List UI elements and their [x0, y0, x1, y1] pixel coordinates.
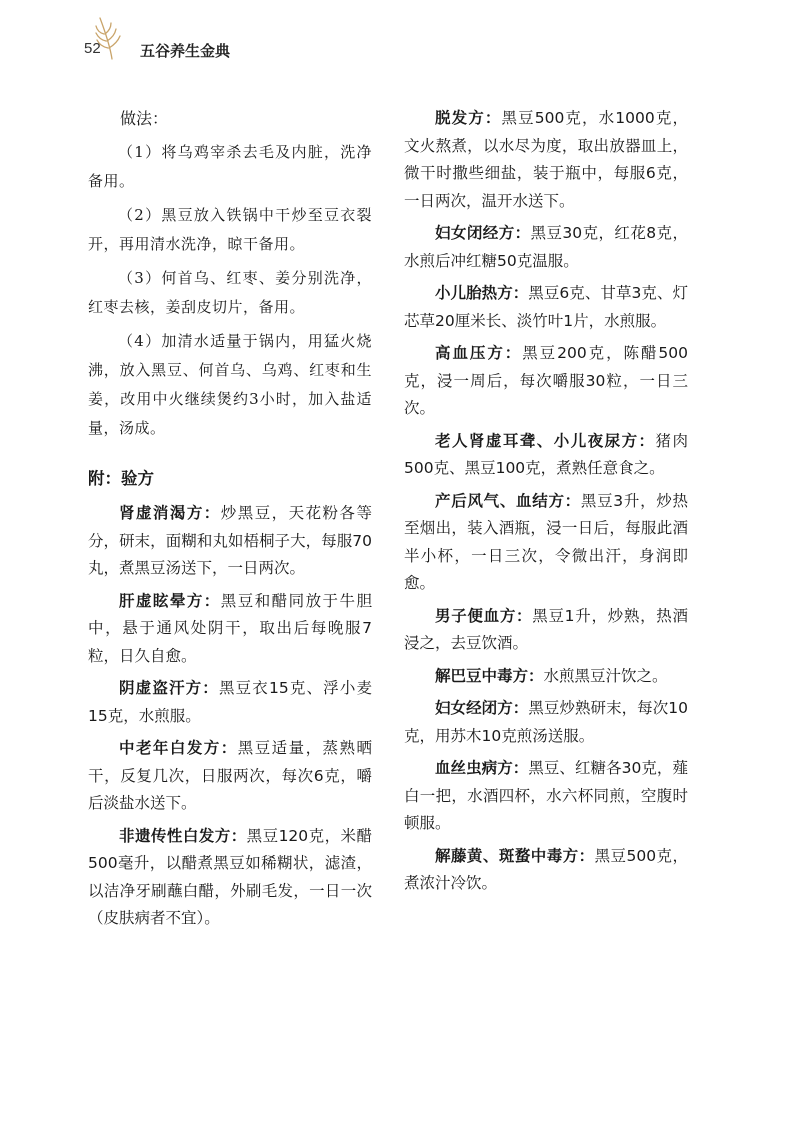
remedy-text: 黑豆500克，煮浓汁冷饮。 — [404, 846, 688, 892]
remedy-paragraph — [88, 500, 372, 583]
remedy-paragraph — [404, 755, 688, 838]
remedy-paragraph — [404, 663, 688, 691]
remedy-text: 黑豆1升，炒熟，热酒浸之，去豆饮酒。 — [404, 606, 688, 652]
method-step: （1）将乌鸡宰杀去毛及内脏，洗净备用。 — [88, 142, 372, 190]
right-column — [404, 105, 688, 903]
remedy-paragraph — [404, 220, 688, 275]
remedy-paragraph — [88, 823, 372, 933]
remedy-paragraph — [404, 428, 688, 483]
remedy-paragraph — [88, 588, 372, 671]
method-step: （2）黑豆放入铁锅中干炒至豆衣裂开，再用清水洗净，晾干备用。 — [88, 205, 372, 253]
remedy-term: 妇女闭经方： — [435, 224, 531, 242]
remedy-paragraph — [404, 488, 688, 598]
remedy-text: 黑豆炒熟研末，每次10克，用苏木10克煎汤送服。 — [404, 699, 688, 745]
remedy-text: 黑豆3升，炒热至烟出，装入酒瓶，浸一日后，每服此酒半小杯，一日三次，令微出汗，身润即愈。 — [404, 491, 688, 592]
page-number: 52 — [84, 40, 101, 57]
remedy-text: 黑豆、红糖各30克，薤白一把，水酒四杯，水六杯同煎，空腹时顿服。 — [404, 759, 688, 832]
remedy-term: 阴虚盗汗方： — [119, 679, 219, 697]
left-column — [88, 105, 372, 938]
book-title: 五谷养生金典 — [140, 42, 231, 60]
method-heading: 做法： — [120, 109, 169, 128]
remedy-text: 黑豆30克，红花8克，水煎后冲红糖50克温服。 — [404, 224, 688, 270]
remedy-term: 老人肾虚耳聋、小儿夜尿方： — [435, 431, 656, 450]
method-step: （3）何首乌、红枣、姜分别洗净，红枣去核，姜刮皮切片，备用。 — [88, 268, 372, 316]
remedy-paragraph — [404, 340, 688, 423]
remedy-term: 解藤黄、斑蝥中毒方： — [435, 846, 595, 865]
remedy-term: 中老年白发方： — [119, 739, 238, 757]
remedy-term: 小儿胎热方： — [435, 284, 529, 302]
remedy-paragraph — [404, 603, 688, 658]
remedy-term: 妇女经闭方： — [435, 699, 529, 717]
remedy-text: 猪肉500克、黑豆100克，煮熟任意食之。 — [404, 431, 688, 477]
remedy-text: 炒黑豆，天花粉各等分，研末，面糊和丸如梧桐子大，每服70丸，煮黑豆汤送下，一日两次。 — [88, 504, 372, 577]
remedy-text: 黑豆适量，蒸熟晒干，反复几次，日服两次，每次6克，嚼后淡盐水送下。 — [88, 739, 372, 812]
remedy-paragraph — [404, 695, 688, 750]
remedy-term: 非遗传性白发方： — [119, 826, 247, 845]
method-step: （4）加清水适量于锅内，用猛火烧沸，放入黑豆、何首乌、乌鸡、红枣和生姜，改用中火继续煲约3小时，加入盐适量，汤成。 — [88, 331, 372, 437]
remedy-text: 黑豆500克，水1000克，文火熬煮，以水尽为度，取出放器皿上，微干时撒些细盐，装于瓶中，每服6克，一日两次，温开水送下。 — [404, 109, 688, 210]
remedy-text: 黑豆6克、甘草3克、灯芯草20厘米长、淡竹叶1片，水煎服。 — [404, 284, 688, 330]
remedy-term: 高血压方： — [435, 344, 523, 362]
remedy-paragraph — [404, 105, 688, 215]
remedy-term: 脱发方： — [435, 109, 502, 127]
appendix-title: 附：验方 — [88, 468, 154, 488]
remedy-term: 解巴豆中毒方： — [435, 666, 544, 685]
remedy-term: 男子便血方： — [435, 606, 533, 625]
remedy-text: 黑豆200克，陈醋500克，浸一周后，每次嚼服30粒，一日三次。 — [404, 344, 688, 417]
remedy-term: 血丝虫病方： — [435, 759, 529, 777]
remedy-paragraph — [404, 843, 688, 898]
remedy-term: 产后风气、血结方： — [435, 491, 581, 510]
remedy-paragraph — [88, 735, 372, 818]
remedy-term: 肝虚眩晕方： — [119, 591, 221, 610]
remedy-text: 黑豆衣15克、浮小麦15克，水煎服。 — [88, 679, 372, 725]
remedy-term: 肾虚消渴方： — [119, 504, 221, 522]
remedy-paragraph — [404, 280, 688, 335]
remedy-paragraph — [88, 675, 372, 730]
remedy-text: 黑豆120克，米醋500毫升，以醋煮黑豆如稀糊状，滤渣，以洁净牙刷蘸白醋，外刷毛发，一日一次（皮肤病者不宜）。 — [88, 826, 372, 927]
remedy-text: 水煎黑豆汁饮之。 — [543, 666, 668, 685]
page-header — [0, 0, 800, 80]
remedy-text: 黑豆和醋同放于牛胆中，悬于通风处阴干，取出后每晚服7粒，日久自愈。 — [88, 591, 372, 665]
